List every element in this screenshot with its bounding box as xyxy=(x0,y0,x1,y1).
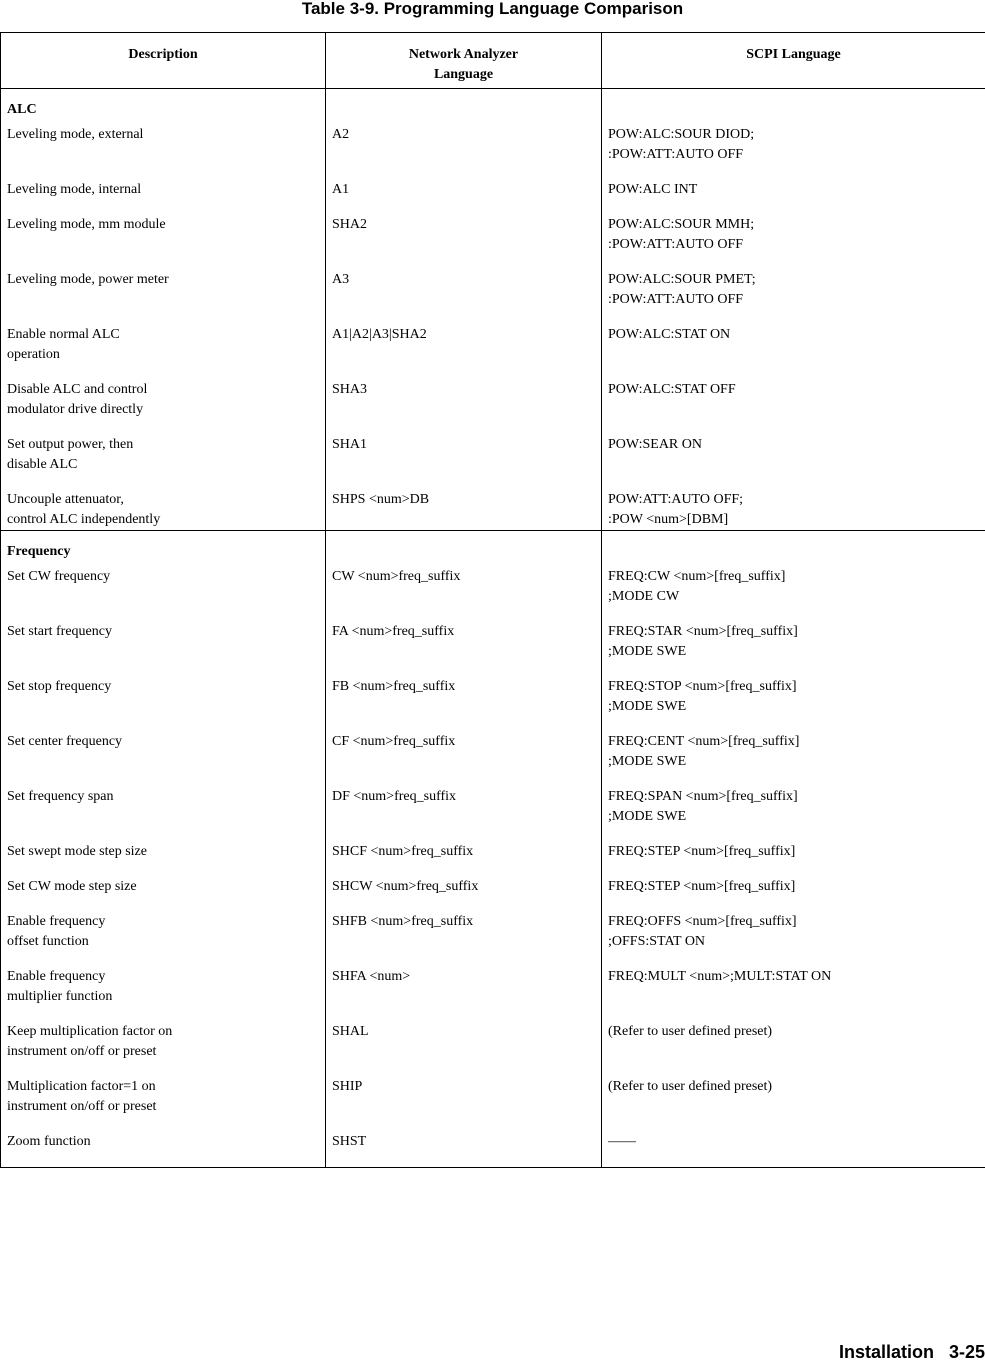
table-row xyxy=(1,179,985,214)
network-analyzer-cell xyxy=(326,179,602,214)
scpi-cell xyxy=(602,1131,985,1167)
table-row xyxy=(1,489,985,531)
scpi-command: FREQ:STAR <num>[freq_suffix] xyxy=(608,622,985,642)
network-analyzer-command: CF <num>freq_suffix xyxy=(332,732,601,752)
scpi-command: ;MODE SWE xyxy=(608,697,985,717)
description-text: Leveling mode, internal xyxy=(7,180,325,200)
scpi-cell xyxy=(602,489,985,531)
scpi-command: POW:ALC:STAT OFF xyxy=(608,380,985,400)
table-row xyxy=(1,324,985,379)
scpi-cell xyxy=(602,269,985,324)
scpi-command: POW:SEAR ON xyxy=(608,435,985,455)
table-row xyxy=(1,621,985,676)
description-cell xyxy=(1,911,326,966)
network-analyzer-command: SHCF <num>freq_suffix xyxy=(332,842,601,862)
network-analyzer-cell xyxy=(326,966,602,1021)
table-row xyxy=(1,1021,985,1076)
scpi-command: ;MODE CW xyxy=(608,587,985,607)
scpi-command: FREQ:CW <num>[freq_suffix] xyxy=(608,567,985,587)
section-empty-cell xyxy=(602,89,985,125)
description-text: Uncouple attenuator, xyxy=(7,490,325,510)
scpi-command: ;MODE SWE xyxy=(608,642,985,662)
table-row xyxy=(1,1076,985,1131)
column-header-network-analyzer-line2: Language xyxy=(330,65,597,85)
scpi-command: ;OFFS:STAT ON xyxy=(608,932,985,952)
network-analyzer-cell xyxy=(326,1131,602,1167)
description-cell xyxy=(1,786,326,841)
description-text: modulator drive directly xyxy=(7,400,325,420)
description-cell xyxy=(1,489,326,531)
scpi-command: (Refer to user defined preset) xyxy=(608,1077,985,1097)
description-text: Set stop frequency xyxy=(7,677,325,697)
scpi-cell xyxy=(602,841,985,876)
network-analyzer-command: A2 xyxy=(332,125,601,145)
section-empty-cell xyxy=(602,531,985,567)
description-cell xyxy=(1,324,326,379)
description-text: Multiplication factor=1 on xyxy=(7,1077,325,1097)
network-analyzer-cell xyxy=(326,1076,602,1131)
description-cell xyxy=(1,621,326,676)
scpi-cell xyxy=(602,621,985,676)
network-analyzer-command: SHFB <num>freq_suffix xyxy=(332,912,601,932)
network-analyzer-command: SHA2 xyxy=(332,215,601,235)
description-text: Set CW frequency xyxy=(7,567,325,587)
description-text: Zoom function xyxy=(7,1132,325,1152)
network-analyzer-cell xyxy=(326,786,602,841)
description-text: Set center frequency xyxy=(7,732,325,752)
scpi-cell xyxy=(602,566,985,621)
table-row xyxy=(1,269,985,324)
description-cell xyxy=(1,676,326,731)
scpi-command: ;MODE SWE xyxy=(608,807,985,827)
table-row xyxy=(1,911,985,966)
scpi-command: —— xyxy=(608,1132,985,1152)
column-header-description-label: Description xyxy=(128,47,197,62)
description-cell xyxy=(1,434,326,489)
network-analyzer-command: SHST xyxy=(332,1132,601,1152)
section-header-row xyxy=(1,531,985,567)
table-title: Table 3-9. Programming Language Comparison xyxy=(0,0,985,18)
network-analyzer-command: FB <num>freq_suffix xyxy=(332,677,601,697)
network-analyzer-cell xyxy=(326,379,602,434)
scpi-command: FREQ:CENT <num>[freq_suffix] xyxy=(608,732,985,752)
description-text: Disable ALC and control xyxy=(7,380,325,400)
section-title: Frequency xyxy=(1,531,326,567)
column-header-network-analyzer xyxy=(326,33,602,89)
table-row xyxy=(1,841,985,876)
description-text: Set swept mode step size xyxy=(7,842,325,862)
description-cell xyxy=(1,566,326,621)
description-cell xyxy=(1,731,326,786)
scpi-command: FREQ:SPAN <num>[freq_suffix] xyxy=(608,787,985,807)
table-row xyxy=(1,1131,985,1167)
table-row xyxy=(1,966,985,1021)
network-analyzer-command: SHIP xyxy=(332,1077,601,1097)
page-footer: Installation 3-25 xyxy=(839,1342,985,1362)
table-row xyxy=(1,214,985,269)
network-analyzer-command: SHA1 xyxy=(332,435,601,455)
network-analyzer-command: A1|A2|A3|SHA2 xyxy=(332,325,601,345)
network-analyzer-command: DF <num>freq_suffix xyxy=(332,787,601,807)
scpi-cell xyxy=(602,1021,985,1076)
network-analyzer-command: SHFA <num> xyxy=(332,967,601,987)
scpi-cell xyxy=(602,124,985,179)
scpi-cell xyxy=(602,179,985,214)
description-text: Enable frequency xyxy=(7,912,325,932)
description-cell xyxy=(1,379,326,434)
scpi-command: :POW <num>[DBM] xyxy=(608,510,985,530)
scpi-command: FREQ:STOP <num>[freq_suffix] xyxy=(608,677,985,697)
scpi-command: (Refer to user defined preset) xyxy=(608,1022,985,1042)
description-text: Leveling mode, power meter xyxy=(7,270,325,290)
network-analyzer-cell xyxy=(326,324,602,379)
column-header-scpi xyxy=(602,33,985,89)
network-analyzer-cell xyxy=(326,269,602,324)
scpi-command: FREQ:STEP <num>[freq_suffix] xyxy=(608,842,985,862)
scpi-command: POW:ALC:SOUR MMH; xyxy=(608,215,985,235)
network-analyzer-command: CW <num>freq_suffix xyxy=(332,567,601,587)
description-cell xyxy=(1,876,326,911)
table-row xyxy=(1,731,985,786)
network-analyzer-cell xyxy=(326,621,602,676)
column-header-scpi-label: SCPI Language xyxy=(746,47,841,62)
description-cell xyxy=(1,179,326,214)
scpi-command: ;MODE SWE xyxy=(608,752,985,772)
description-text: Leveling mode, mm module xyxy=(7,215,325,235)
description-cell xyxy=(1,214,326,269)
scpi-cell xyxy=(602,379,985,434)
scpi-cell xyxy=(602,1076,985,1131)
scpi-command: FREQ:MULT <num>;MULT:STAT ON xyxy=(608,967,985,987)
table-row xyxy=(1,434,985,489)
description-text: disable ALC xyxy=(7,455,325,475)
network-analyzer-command: SHA3 xyxy=(332,380,601,400)
scpi-command: :POW:ATT:AUTO OFF xyxy=(608,145,985,165)
network-analyzer-cell xyxy=(326,911,602,966)
scpi-command: :POW:ATT:AUTO OFF xyxy=(608,290,985,310)
scpi-cell xyxy=(602,324,985,379)
description-cell xyxy=(1,1021,326,1076)
table-body xyxy=(1,89,985,1168)
description-text: Set CW mode step size xyxy=(7,877,325,897)
column-header-network-analyzer-line1: Network Analyzer xyxy=(330,45,597,65)
description-cell xyxy=(1,966,326,1021)
description-cell xyxy=(1,1131,326,1167)
scpi-cell xyxy=(602,214,985,269)
network-analyzer-cell xyxy=(326,876,602,911)
network-analyzer-command: FA <num>freq_suffix xyxy=(332,622,601,642)
description-text: Set frequency span xyxy=(7,787,325,807)
network-analyzer-cell xyxy=(326,676,602,731)
network-analyzer-command: SHAL xyxy=(332,1022,601,1042)
description-text: Set start frequency xyxy=(7,622,325,642)
section-empty-cell xyxy=(326,89,602,125)
description-text: offset function xyxy=(7,932,325,952)
scpi-command: POW:ALC:SOUR PMET; xyxy=(608,270,985,290)
network-analyzer-command: A1 xyxy=(332,180,601,200)
comparison-table xyxy=(0,32,985,1168)
network-analyzer-cell xyxy=(326,841,602,876)
scpi-command: POW:ALC:SOUR DIOD; xyxy=(608,125,985,145)
network-analyzer-cell xyxy=(326,1021,602,1076)
scpi-cell xyxy=(602,966,985,1021)
column-header-description xyxy=(1,33,326,89)
description-text: multiplier function xyxy=(7,987,325,1007)
description-cell xyxy=(1,841,326,876)
scpi-command: POW:ALC:STAT ON xyxy=(608,325,985,345)
description-cell xyxy=(1,269,326,324)
section-header-row xyxy=(1,89,985,125)
scpi-command: FREQ:OFFS <num>[freq_suffix] xyxy=(608,912,985,932)
scpi-cell xyxy=(602,911,985,966)
description-cell xyxy=(1,124,326,179)
scpi-command: POW:ATT:AUTO OFF; xyxy=(608,490,985,510)
description-text: Enable normal ALC xyxy=(7,325,325,345)
scpi-cell xyxy=(602,434,985,489)
description-text: instrument on/off or preset xyxy=(7,1042,325,1062)
description-text: instrument on/off or preset xyxy=(7,1097,325,1117)
scpi-command: :POW:ATT:AUTO OFF xyxy=(608,235,985,255)
description-text: Keep multiplication factor on xyxy=(7,1022,325,1042)
table-row xyxy=(1,786,985,841)
description-text: operation xyxy=(7,345,325,365)
description-text: control ALC independently xyxy=(7,510,325,530)
section-empty-cell xyxy=(326,531,602,567)
table-row xyxy=(1,379,985,434)
scpi-command: POW:ALC INT xyxy=(608,180,985,200)
network-analyzer-command: SHCW <num>freq_suffix xyxy=(332,877,601,897)
scpi-cell xyxy=(602,676,985,731)
scpi-cell xyxy=(602,731,985,786)
network-analyzer-command: A3 xyxy=(332,270,601,290)
table-row xyxy=(1,676,985,731)
section-title: ALC xyxy=(1,89,326,125)
scpi-command: FREQ:STEP <num>[freq_suffix] xyxy=(608,877,985,897)
scpi-cell xyxy=(602,786,985,841)
network-analyzer-cell xyxy=(326,434,602,489)
network-analyzer-cell xyxy=(326,566,602,621)
description-text: Set output power, then xyxy=(7,435,325,455)
description-text: Enable frequency xyxy=(7,967,325,987)
table-row xyxy=(1,124,985,179)
network-analyzer-cell xyxy=(326,489,602,531)
network-analyzer-cell xyxy=(326,124,602,179)
description-text: Leveling mode, external xyxy=(7,125,325,145)
description-cell xyxy=(1,1076,326,1131)
table-row xyxy=(1,566,985,621)
table-header-row xyxy=(1,33,985,89)
scpi-cell xyxy=(602,876,985,911)
network-analyzer-cell xyxy=(326,731,602,786)
network-analyzer-cell xyxy=(326,214,602,269)
table-row xyxy=(1,876,985,911)
network-analyzer-command: SHPS <num>DB xyxy=(332,490,601,510)
